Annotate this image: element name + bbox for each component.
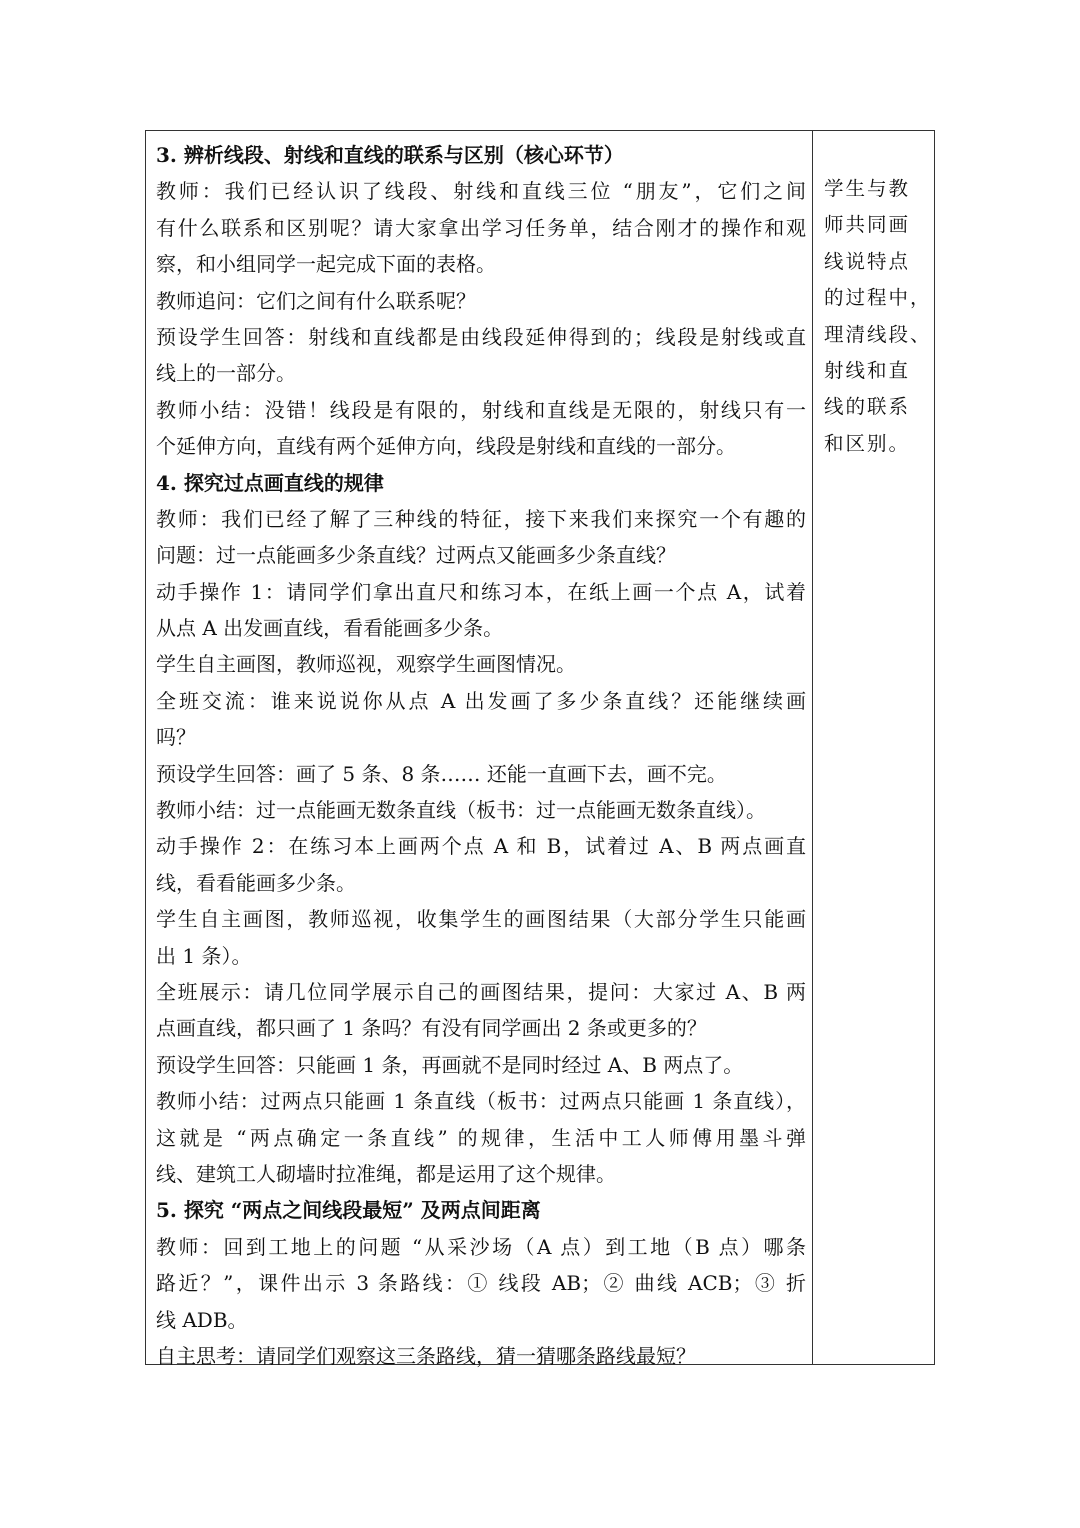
paragraph-line: 学生自主画图，教师巡视，收集学生的画图结果（大部分学生只能画 — [156, 907, 806, 932]
paragraph-line: 线，看看能画多少条。 — [156, 870, 356, 895]
side-note-line: 的过程中， — [824, 286, 932, 310]
paragraph-line: 教师小结：过两点只能画 1 条直线（板书：过两点只能画 1 条直线）， — [156, 1089, 806, 1114]
paragraph-line: 有什么联系和区别呢？请大家拿出学习任务单，结合刚才的操作和观 — [156, 215, 806, 240]
design-intent-cell — [824, 171, 932, 462]
teaching-process-cell — [156, 137, 806, 1374]
paragraph-line: 线上的一部分。 — [156, 361, 296, 386]
side-note-line: 学生与教 — [824, 177, 911, 200]
paragraph-line: 察，和小组同学一起完成下面的表格。 — [156, 252, 496, 277]
paragraph-line: 点画直线，都只画了 1 条吗？有没有同学画出 2 条或更多的？ — [156, 1016, 707, 1041]
section-heading: 4. 探究过点画直线的规律 — [156, 470, 384, 495]
paragraph-line: 预设学生回答：只能画 1 条，再画就不是同时经过 A、B 两点了。 — [156, 1052, 744, 1077]
section-heading: 3. 辨析线段、射线和直线的联系与区别（核心环节） — [156, 143, 624, 167]
paragraph-line: 全班交流：谁来说说你从点 A 出发画了多少条直线？还能继续画 — [156, 688, 806, 713]
paragraph-line: 预设学生回答：射线和直线都是由线段延伸得到的；线段是射线或直 — [156, 324, 806, 349]
paragraph-line: 线、建筑工人砌墙时拉准绳，都是运用了这个规律。 — [156, 1161, 616, 1186]
paragraph-line: 个延伸方向，直线有两个延伸方向，线段是射线和直线的一部分。 — [156, 434, 736, 459]
paragraph-line: 教师：我们已经认识了线段、射线和直线三位 “朋友”，它们之间 — [156, 179, 806, 204]
side-note-line: 线的联系 — [824, 395, 911, 419]
paragraph-line: 教师：我们已经了解了三种线的特征，接下来我们来探究一个有趣的 — [156, 506, 806, 531]
paragraph-line: 路近？”，课件出示 3 条路线：① 线段 AB；② 曲线 ACB；③ 折 — [156, 1271, 806, 1296]
side-note-line: 线说特点 — [824, 249, 911, 273]
side-note-line: 理清线段、 — [824, 322, 932, 346]
paragraph-line: 从点 A 出发画直线，看看能画多少条。 — [156, 616, 504, 641]
paragraph-line: 学生自主画图，教师巡视，观察学生画图情况。 — [156, 652, 576, 677]
paragraph-line: 线 ADB。 — [156, 1307, 248, 1332]
paragraph-line: 教师追问：它们之间有什么联系呢？ — [156, 288, 476, 313]
paragraph-line: 动手操作 2：在练习本上画两个点 A 和 B，试着过 A、B 两点画直 — [156, 834, 806, 859]
section-heading: 5. 探究 “两点之间线段最短” 及两点间距离 — [156, 1198, 541, 1223]
paragraph-line: 出 1 条）。 — [156, 943, 252, 968]
side-note-line: 射线和直 — [824, 358, 911, 382]
lesson-table — [145, 130, 935, 1368]
paragraph-line: 自主思考：请同学们观察这三条路线，猜一猜哪条路线最短？ — [156, 1343, 696, 1368]
side-note-line: 和区别。 — [824, 431, 911, 455]
column-divider — [812, 131, 813, 1364]
paragraph-line: 全班展示：请几位同学展示自己的画图结果，提问：大家过 A、B 两 — [156, 979, 806, 1004]
paragraph-line: 吗？ — [156, 725, 196, 750]
paragraph-line: 教师小结：没错！线段是有限的，射线和直线是无限的，射线只有一 — [156, 397, 806, 422]
paragraph-line: 这就是 “两点确定一条直线” 的规律，生活中工人师傅用墨斗弹 — [156, 1125, 806, 1150]
paragraph-line: 教师小结：过一点能画无数条直线（板书：过一点能画无数条直线）。 — [156, 798, 766, 823]
paragraph-line: 动手操作 1：请同学们拿出直尺和练习本，在纸上画一个点 A，试着 — [156, 579, 806, 604]
side-note-line: 师共同画 — [824, 213, 911, 237]
paragraph-line: 预设学生回答：画了 5 条、8 条…… 还能一直画下去，画不完。 — [156, 761, 727, 786]
paragraph-line: 问题：过一点能画多少条直线？过两点又能画多少条直线？ — [156, 543, 676, 568]
paragraph-line: 教师：回到工地上的问题 “从采沙场（A 点）到工地（B 点）哪条 — [156, 1234, 806, 1259]
